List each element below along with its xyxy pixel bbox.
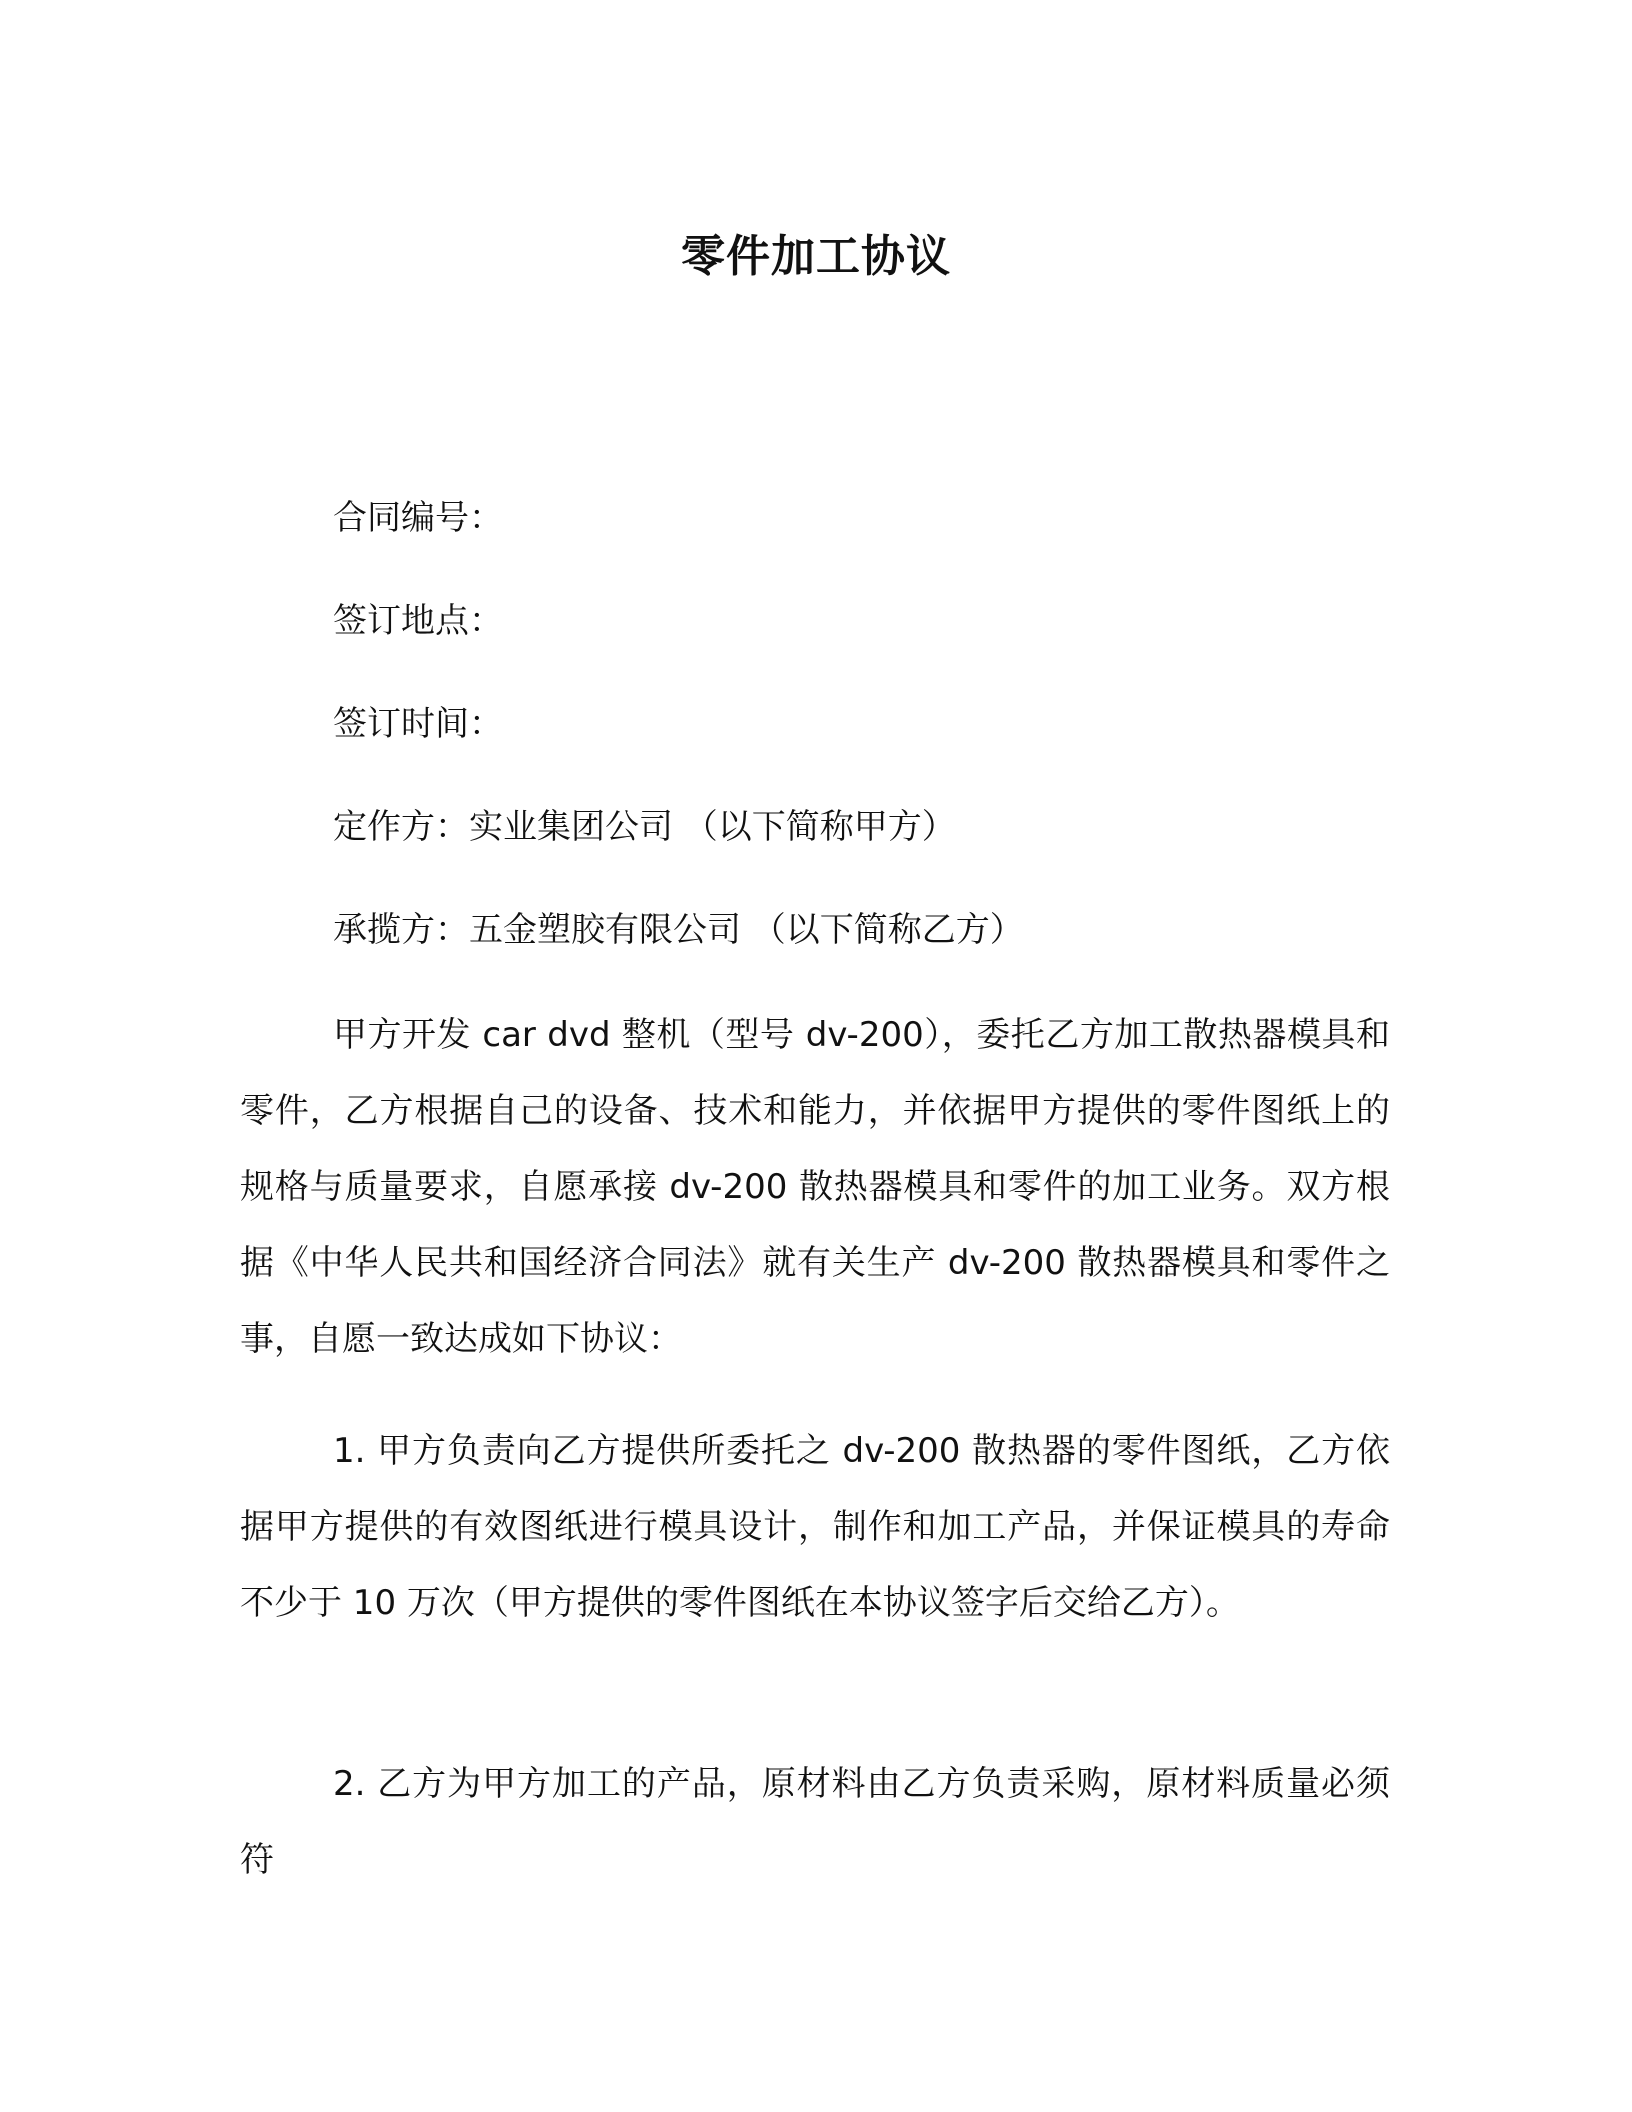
preamble-text: 甲方开发 car dvd 整机（型号 dv-200），委托乙方加工散热器模具和零件，乙方根据自己的设备、技术和能力，并依据甲方提供的零件图纸上的规格与质量要求，自愿承接 dv-200 散热器模具和零件的加工业务。双方根据《中华人民共和国经济合同法》就有关生产 dv-200 散热器模具和零件之事，自愿一致达成如下协议：: [240, 1015, 1390, 1359]
orderer-field: 定作方：实业集团公司 （以下简称甲方）: [333, 807, 956, 847]
preamble-paragraph: [240, 997, 1390, 1377]
sign-place-field: 签订地点：: [333, 601, 503, 641]
clause-2-paragraph: [240, 1746, 1390, 1898]
contract-number-field: 合同编号：: [333, 498, 503, 538]
contractor-field: 承揽方：五金塑胶有限公司 （以下简称乙方）: [333, 910, 1024, 950]
clause-2-text: 2. 乙方为甲方加工的产品，原材料由乙方负责采购，原材料质量必须符: [240, 1764, 1390, 1880]
clause-1-text: 1. 甲方负责向乙方提供所委托之 dv-200 散热器的零件图纸，乙方依据甲方提供的有效图纸进行模具设计，制作和加工产品，并保证模具的寿命不少于 10 万次（甲方提供的零件图纸在本协议签字后交给乙方）。: [240, 1431, 1390, 1623]
sign-time-field: 签订时间：: [333, 704, 503, 744]
clause-1-paragraph: [240, 1413, 1390, 1641]
document-title: 零件加工协议: [681, 231, 951, 282]
